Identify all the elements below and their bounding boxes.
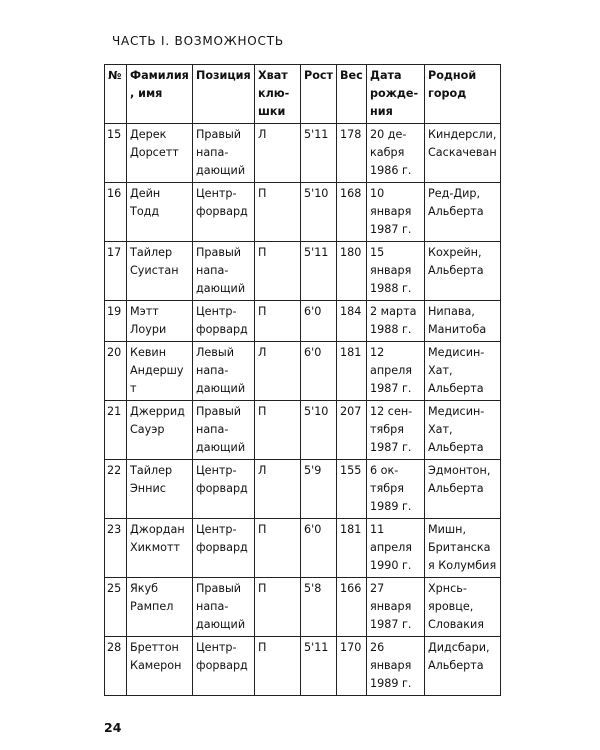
- col-header-number: №: [105, 65, 127, 124]
- cell-hometown: Хрнсь-яровце, Словакия: [425, 578, 501, 637]
- cell-name: Тайлер Суистан: [127, 242, 193, 301]
- cell-grip: Л: [255, 342, 301, 401]
- cell-birthdate: 20 де-кабря 1986 г.: [367, 124, 425, 183]
- cell-number: 21: [105, 401, 127, 460]
- cell-birthdate: 12 сен-тября 1987 г.: [367, 401, 425, 460]
- table-row: [105, 242, 501, 301]
- cell-weight: 207: [337, 401, 367, 460]
- cell-height: 5'8: [301, 578, 337, 637]
- cell-weight: 155: [337, 460, 367, 519]
- roster-table: [104, 64, 501, 696]
- table-row: [105, 342, 501, 401]
- cell-hometown: Медисин-Хат, Альберта: [425, 342, 501, 401]
- cell-number: 17: [105, 242, 127, 301]
- cell-number: 15: [105, 124, 127, 183]
- cell-weight: 184: [337, 301, 367, 342]
- cell-number: 25: [105, 578, 127, 637]
- cell-birthdate: 11 апреля 1990 г.: [367, 519, 425, 578]
- col-header-hometown: Родной город: [425, 65, 501, 124]
- cell-weight: 178: [337, 124, 367, 183]
- cell-number: 20: [105, 342, 127, 401]
- table-row: [105, 124, 501, 183]
- cell-name: Якуб Рампел: [127, 578, 193, 637]
- cell-hometown: Дидсбари, Альберта: [425, 637, 501, 696]
- cell-hometown: Эдмонтон, Альберта: [425, 460, 501, 519]
- col-header-grip: Хват клю-шки: [255, 65, 301, 124]
- cell-name: Тайлер Эннис: [127, 460, 193, 519]
- cell-number: 23: [105, 519, 127, 578]
- cell-weight: 181: [337, 342, 367, 401]
- cell-birthdate: 27 января 1987 г.: [367, 578, 425, 637]
- table-row: [105, 460, 501, 519]
- cell-position: Центр-форвард: [193, 460, 255, 519]
- cell-name: Дерек Дорсетт: [127, 124, 193, 183]
- table-row: [105, 183, 501, 242]
- page-number: 24: [104, 720, 122, 735]
- cell-position: Правый напа-дающий: [193, 401, 255, 460]
- table-row: [105, 578, 501, 637]
- cell-name: Джордан Хикмотт: [127, 519, 193, 578]
- cell-grip: П: [255, 401, 301, 460]
- cell-number: 19: [105, 301, 127, 342]
- running-header: ЧАСТЬ I. ВОЗМОЖНОСТЬ: [112, 34, 284, 48]
- cell-position: Правый напа-дающий: [193, 578, 255, 637]
- cell-weight: 166: [337, 578, 367, 637]
- cell-hometown: Мишн, Британская Колумбия: [425, 519, 501, 578]
- cell-number: 28: [105, 637, 127, 696]
- cell-height: 5'11: [301, 637, 337, 696]
- cell-height: 5'11: [301, 124, 337, 183]
- cell-grip: П: [255, 519, 301, 578]
- cell-height: 6'0: [301, 519, 337, 578]
- cell-height: 5'10: [301, 401, 337, 460]
- col-header-weight: Вес: [337, 65, 367, 124]
- cell-number: 16: [105, 183, 127, 242]
- table-row: [105, 637, 501, 696]
- table-header-row: [105, 65, 501, 124]
- cell-grip: Л: [255, 124, 301, 183]
- cell-grip: П: [255, 578, 301, 637]
- cell-birthdate: 2 марта 1988 г.: [367, 301, 425, 342]
- cell-name: Кевин Андершут: [127, 342, 193, 401]
- cell-hometown: Кохрейн, Альберта: [425, 242, 501, 301]
- table-row: [105, 519, 501, 578]
- cell-weight: 180: [337, 242, 367, 301]
- cell-grip: П: [255, 183, 301, 242]
- cell-hometown: Киндерсли, Саскачеван: [425, 124, 501, 183]
- cell-birthdate: 26 января 1989 г.: [367, 637, 425, 696]
- cell-weight: 170: [337, 637, 367, 696]
- cell-height: 5'10: [301, 183, 337, 242]
- cell-grip: П: [255, 637, 301, 696]
- cell-name: Мэтт Лоури: [127, 301, 193, 342]
- table-row: [105, 301, 501, 342]
- cell-name: Дейн Тодд: [127, 183, 193, 242]
- cell-position: Центр-форвард: [193, 301, 255, 342]
- cell-position: Правый напа-дающий: [193, 242, 255, 301]
- cell-height: 5'11: [301, 242, 337, 301]
- cell-grip: Л: [255, 460, 301, 519]
- col-header-height: Рост: [301, 65, 337, 124]
- cell-birthdate: 10 января 1987 г.: [367, 183, 425, 242]
- cell-grip: П: [255, 242, 301, 301]
- cell-position: Левый напа-дающий: [193, 342, 255, 401]
- cell-position: Центр-форвард: [193, 183, 255, 242]
- col-header-name: Фамилия, имя: [127, 65, 193, 124]
- col-header-position: Позиция: [193, 65, 255, 124]
- cell-name: Бреттон Камерон: [127, 637, 193, 696]
- cell-position: Центр-форвард: [193, 637, 255, 696]
- cell-birthdate: 12 апреля 1987 г.: [367, 342, 425, 401]
- cell-birthdate: 6 ок-тября 1989 г.: [367, 460, 425, 519]
- cell-name: Джеррид Сауэр: [127, 401, 193, 460]
- cell-height: 5'9: [301, 460, 337, 519]
- col-header-birthdate: Дата рожде-ния: [367, 65, 425, 124]
- cell-hometown: Ред-Дир, Альберта: [425, 183, 501, 242]
- cell-position: Правый напа-дающий: [193, 124, 255, 183]
- cell-weight: 181: [337, 519, 367, 578]
- cell-grip: П: [255, 301, 301, 342]
- cell-hometown: Нипава, Манитоба: [425, 301, 501, 342]
- cell-position: Центр-форвард: [193, 519, 255, 578]
- cell-birthdate: 15 января 1988 г.: [367, 242, 425, 301]
- cell-height: 6'0: [301, 301, 337, 342]
- cell-weight: 168: [337, 183, 367, 242]
- cell-number: 22: [105, 460, 127, 519]
- table-row: [105, 401, 501, 460]
- cell-hometown: Медисин-Хат, Альберта: [425, 401, 501, 460]
- cell-height: 6'0: [301, 342, 337, 401]
